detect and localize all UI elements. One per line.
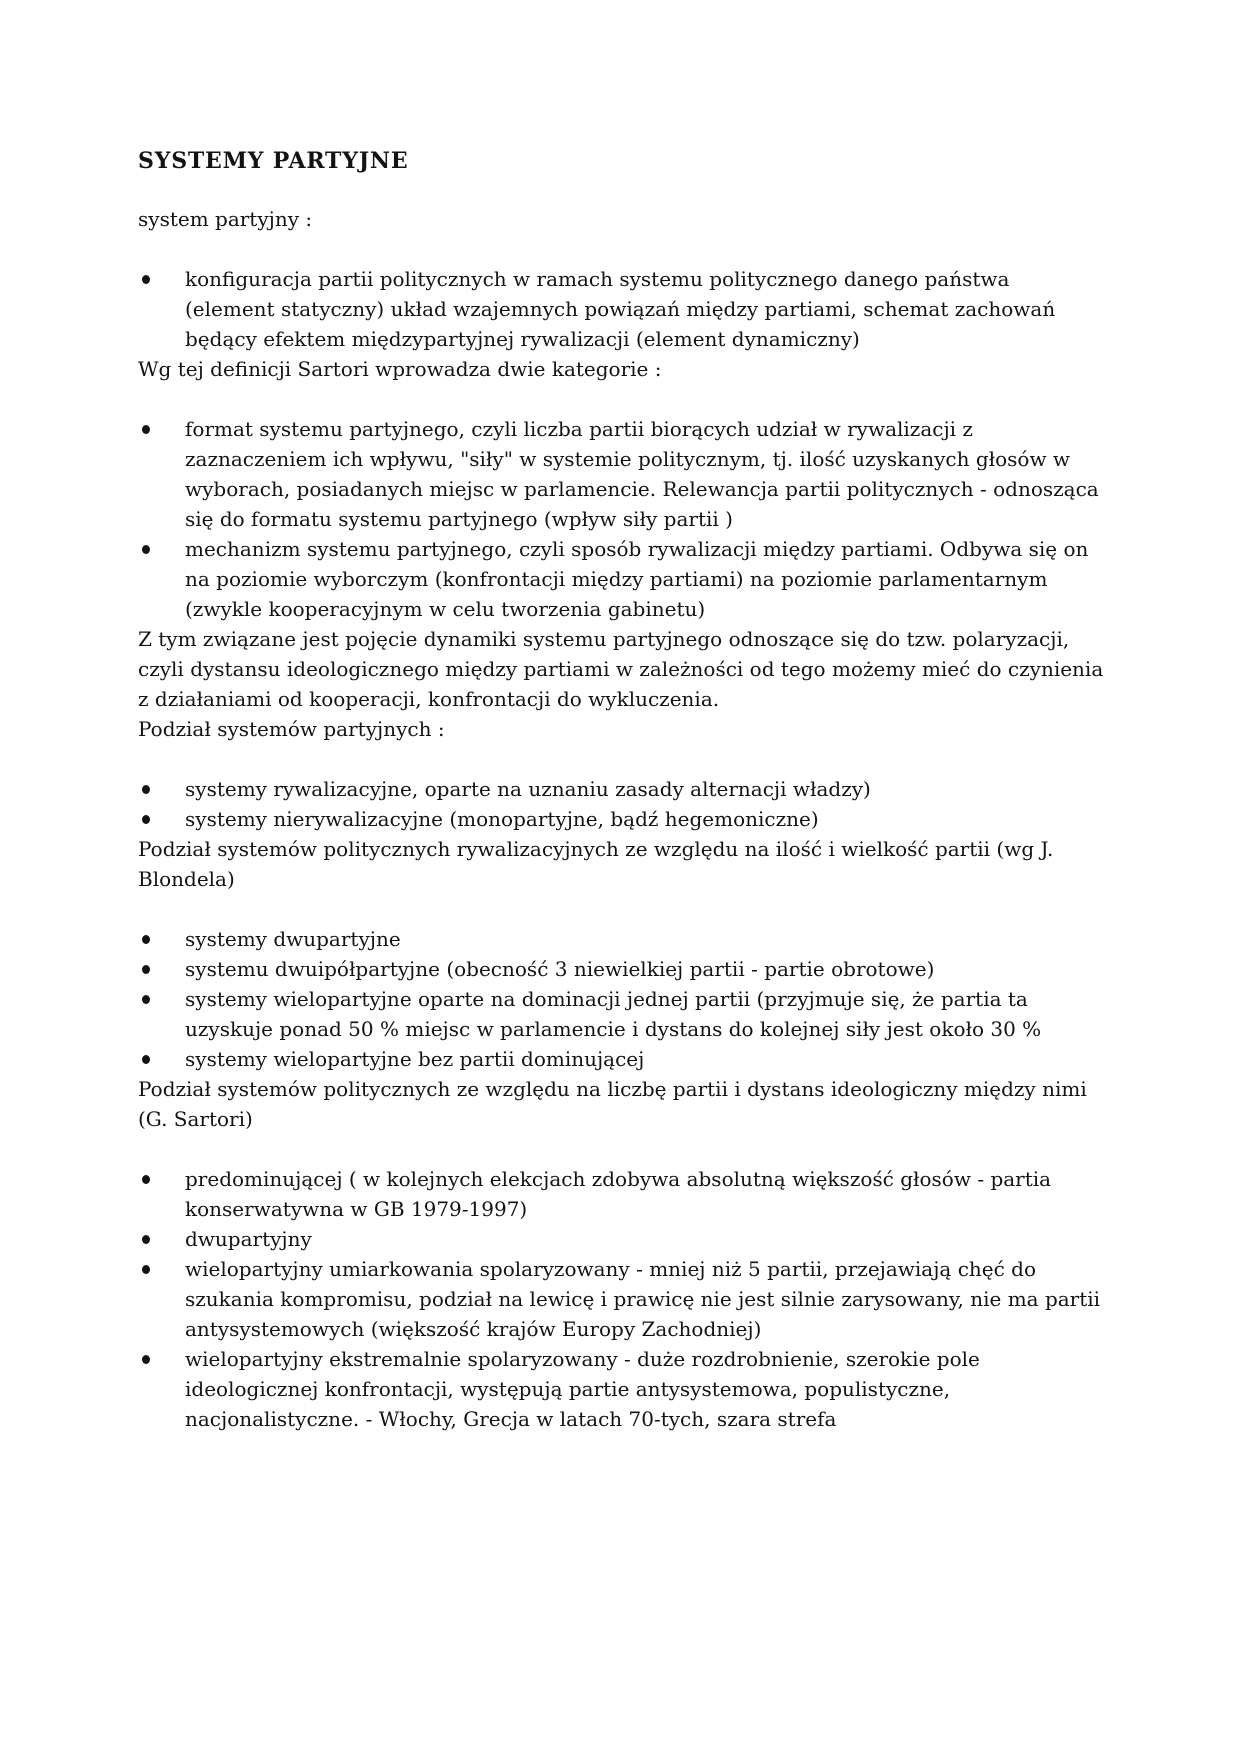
sartori-lead-line: Wg tej definicji Sartori wprowadza dwie kategorie : [138, 357, 662, 381]
bullet-icon [142, 1235, 150, 1244]
list-item [138, 1164, 1105, 1224]
division-list [138, 774, 1105, 834]
list-item-text: systemy wielopartyjne bez partii dominującej [185, 1047, 645, 1071]
bullet-icon [142, 1265, 150, 1274]
blondel-heading: Podział systemów politycznych rywalizacyjnych ze względu na ilość i wielkość partii (wg J. Blondela) [138, 837, 1054, 891]
list-item-text: mechanizm systemu partyjnego, czyli sposób rywalizacji między partiami. Odbywa się on na poziomie wyborczym (konfrontacji między partiami) na poziomie parlamentarnym (zwykle kooperacyjnym w celu tworzenia gabinetu) [185, 537, 1089, 621]
bullet-icon [142, 425, 150, 434]
bullet-icon [142, 995, 150, 1004]
list-item-text: systemy nierywalizacyjne (monopartyjne, bądź hegemoniczne) [185, 807, 819, 831]
list-item-text: konfiguracja partii politycznych w ramach systemu politycznego danego państwa (element statyczny) układ wzajemnych powiązań między partiami, schemat zachowań będący efektem międzypartyjnej rywalizacji (element dynamiczny) [185, 267, 1056, 351]
division-heading: Podział systemów partyjnych : [138, 717, 445, 741]
list-item-text: format systemu partyjnego, czyli liczba partii biorących udział w rywalizacji z zaznaczeniem ich wpływu, "siły" w systemie politycznym, tj. ilość uzyskanych głosów w wyborach, posiadanych miejsc w parlamencie. Relewancja partii politycznych - odnosząca się do formatu systemu partyjnego (wpływ siły partii ) [185, 417, 1099, 531]
sartori-typology-heading: Podział systemów politycznych ze względu na liczbę partii i dystans ideologiczny między nimi (G. Sartori) [138, 1077, 1087, 1131]
bullet-icon [142, 1355, 150, 1364]
list-item-text: systemy rywalizacyjne, oparte na uznaniu zasady alternacji władzy) [185, 777, 871, 801]
list-item-text: wielopartyjny umiarkowania spolaryzowany - mniej niż 5 partii, przejawiają chęć do szukania kompromisu, podział na lewicę i prawicę nie jest silnie zarysowany, nie ma partii antysystemowych (większość krajów Europy Zachodniej) [185, 1257, 1101, 1341]
list-item [138, 1044, 1105, 1074]
intro-line: system partyjny : [138, 207, 313, 231]
list-item [138, 924, 1105, 954]
list-item [138, 984, 1105, 1044]
bullet-icon [142, 545, 150, 554]
list-item [138, 264, 1105, 354]
list-item-text: systemu dwuipółpartyjne (obecność 3 niewielkiej partii - partie obrotowe) [185, 957, 935, 981]
list-item [138, 954, 1105, 984]
blondel-list [138, 924, 1105, 1074]
bullet-icon [142, 785, 150, 794]
document-title: SYSTEMY PARTYJNE [138, 148, 409, 174]
list-item-text: systemy dwupartyjne [185, 927, 401, 951]
list-item [138, 1344, 1105, 1434]
bullet-icon [142, 935, 150, 944]
sartori-typology-list [138, 1164, 1105, 1434]
bullet-icon [142, 275, 150, 284]
definition-list [138, 264, 1105, 354]
list-item [138, 534, 1105, 624]
list-item [138, 1224, 1105, 1254]
dynamics-paragraph: Z tym związane jest pojęcie dynamiki systemu partyjnego odnoszące się do tzw. polaryzacji, czyli dystansu ideologicznego między partiami w zależności od tego możemy mieć do czynienia z działaniami od kooperacji, konfrontacji do wykluczenia. [138, 627, 1104, 711]
list-item [138, 1254, 1105, 1344]
list-item-text: dwupartyjny [185, 1227, 312, 1251]
list-item [138, 804, 1105, 834]
bullet-icon [142, 815, 150, 824]
sartori-categories-list [138, 414, 1105, 624]
list-item-text: predominującej ( w kolejnych elekcjach zdobywa absolutną większość głosów - partia konserwatywna w GB 1979-1997) [185, 1167, 1052, 1221]
bullet-icon [142, 965, 150, 974]
bullet-icon [142, 1175, 150, 1184]
list-item [138, 414, 1105, 534]
bullet-icon [142, 1055, 150, 1064]
list-item-text: systemy wielopartyjne oparte na dominacji jednej partii (przyjmuje się, że partia ta uzyskuje ponad 50 % miejsc w parlamencie i dystans do kolejnej siły jest około 30 % [185, 987, 1042, 1041]
list-item [138, 774, 1105, 804]
list-item-text: wielopartyjny ekstremalnie spolaryzowany - duże rozdrobnienie, szerokie pole ideologicznej konfrontacji, występują partie antysystemowa, populistyczne, nacjonalistyczne. - Włochy, Grecja w latach 70-tych, szara strefa [185, 1347, 980, 1431]
